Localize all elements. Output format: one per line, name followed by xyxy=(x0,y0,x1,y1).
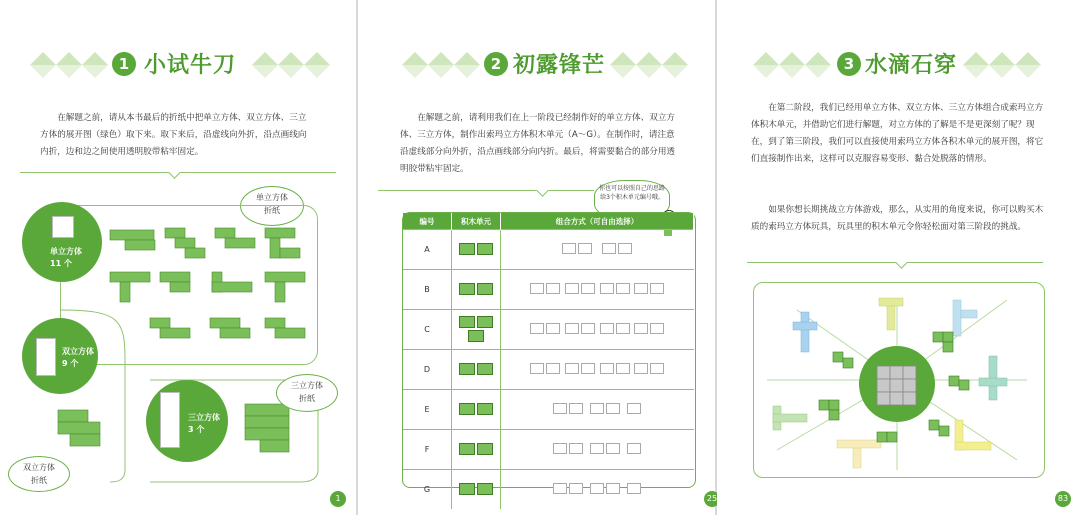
row-label: C xyxy=(403,310,452,350)
table-row xyxy=(403,270,694,310)
triple-cube-icon xyxy=(160,392,180,448)
paragraph-1: 在第二阶段，我们已经用单立方体、双立方体、三立方体组合成索玛立方体积木单元，并借助它们进行解题，对立方体的了解是不是更深刻了呢？现在，到了第三阶段，我们可以直接使用索玛立方体各积木单元的展开图，将它们直接制作出来，这样可以克服容易变形、黏合处脱落的情形。 xyxy=(751,103,1044,164)
combination-table xyxy=(403,213,694,509)
row-label: B xyxy=(403,270,452,310)
section-number: 3 xyxy=(837,52,861,76)
double-cube-bubble: 双立方体 折纸 xyxy=(8,456,70,492)
page-number: 25 xyxy=(704,491,720,507)
intro-paragraph: 在解题之前，请从本书最后的折纸中把单立方体、双立方体、三立方体的展开图（绿色）取下来。取下来后，沿虚线向外折，沿点画线向内折，边和边之间使用透明胶带粘牢固定。 xyxy=(40,113,307,157)
row-label: E xyxy=(403,390,452,430)
page-1 xyxy=(0,0,356,515)
double-cube-name: 双立方体 xyxy=(62,347,94,356)
page-number: 1 xyxy=(330,491,346,507)
row-label: G xyxy=(403,470,452,510)
table-row xyxy=(403,310,694,350)
section-title: 小试牛刀 xyxy=(144,53,237,78)
col-header: 积木单元 xyxy=(452,213,501,230)
intro-paragraph: 在解题之前，请利用我们在上一阶段已经制作好的单立方体、双立方体、三立方体，制作出索玛立方体积木单元（A～G）。在制作时，请注意沿虚线部分向外折，沿点画线部分向内折。最后，将需要黏合的部分用透明胶带粘牢固定。 xyxy=(400,113,676,174)
double-cube-count: 9 个 xyxy=(62,359,79,368)
table-row xyxy=(403,430,694,470)
soma-cube-graphic xyxy=(717,0,1080,515)
triple-cube-name: 三立方体 xyxy=(188,413,220,422)
table-row xyxy=(403,390,694,430)
section-header xyxy=(358,38,715,90)
page-3 xyxy=(717,0,1080,515)
single-cube-count: 11 个 xyxy=(50,259,72,268)
row-label: F xyxy=(403,430,452,470)
section-number: 1 xyxy=(112,52,136,76)
double-cube-icon xyxy=(36,338,56,376)
triple-cube-circle xyxy=(146,380,228,462)
tip-cloud: 你也可以按照自己的思路给3个积木单元编号哦。 xyxy=(594,180,670,220)
row-label: A xyxy=(403,230,452,270)
col-header: 编号 xyxy=(403,213,452,230)
single-cube-bubble: 单立方体 折纸 xyxy=(240,186,304,226)
col-header: 组合方式（可自由选择） xyxy=(501,213,694,230)
section-number: 2 xyxy=(484,52,508,76)
single-cube-name: 单立方体 xyxy=(50,247,82,256)
row-label: D xyxy=(403,350,452,390)
double-cube-circle xyxy=(22,318,98,394)
section-title: 初露锋芒 xyxy=(513,53,606,78)
triple-cube-bubble: 三立方体 折纸 xyxy=(276,374,338,412)
triple-cube-count: 3 个 xyxy=(188,425,205,434)
table-row xyxy=(403,350,694,390)
paragraph-2: 如果你想长期挑战立方体游戏，那么，从实用的角度来说，你可以购买木质的索玛立方体玩具，玩具里的积木单元令你轻松面对第三阶段的挑战。 xyxy=(751,205,1044,232)
section-title: 水滴石穿 xyxy=(865,53,958,78)
table-row xyxy=(403,470,694,510)
table-row xyxy=(403,230,694,270)
page-2 xyxy=(358,0,718,515)
page-number: 83 xyxy=(1055,491,1071,507)
